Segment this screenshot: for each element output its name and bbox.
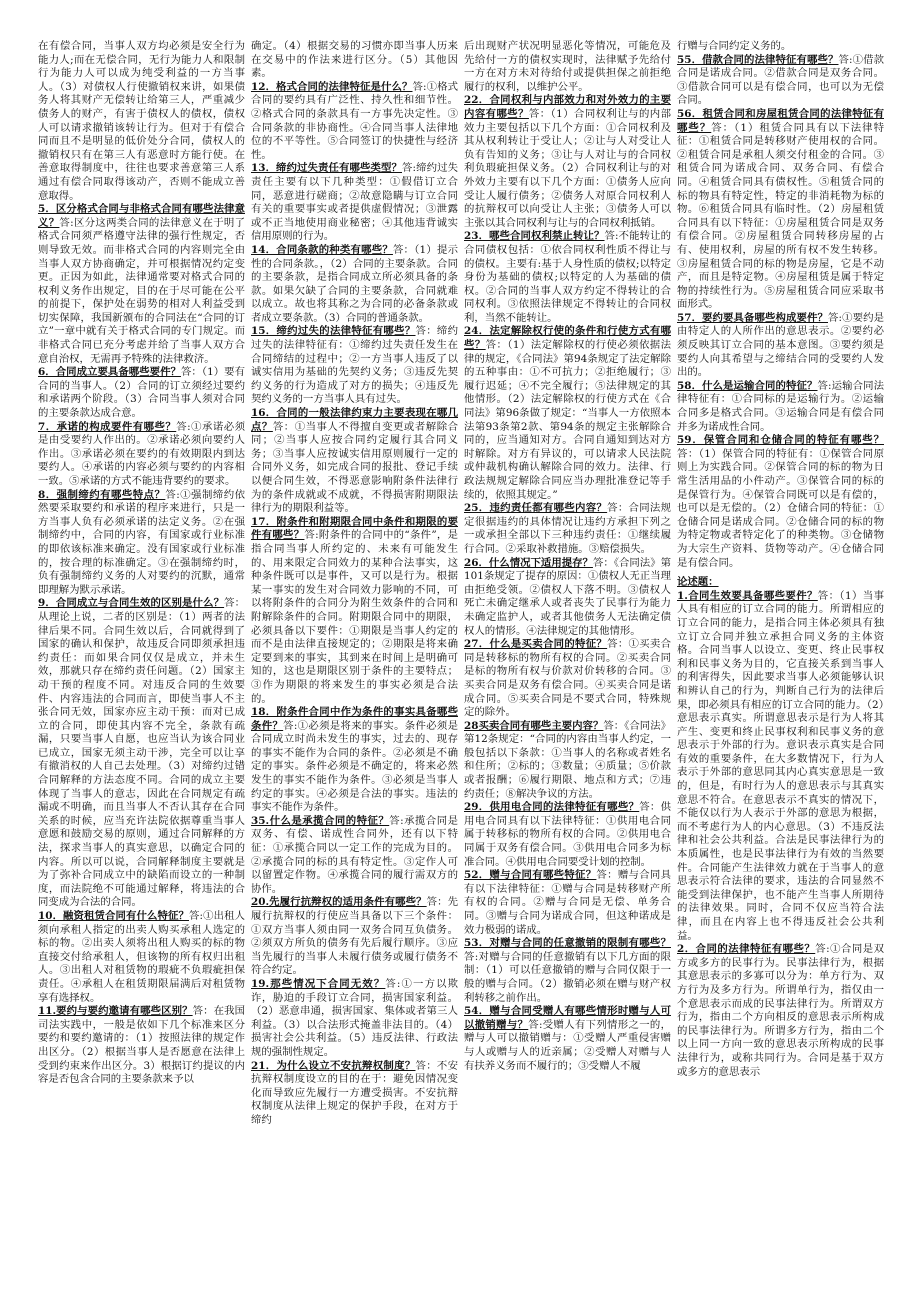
answer-text: 答：在我国司法实践中，一般是依如下几个标准来区分要约和要约邀请的：（1）按照法律的规定作出区分。（2）根据当事人是否愿意在法律上受到约束来作出区分。3）根据订约提议的内容是否包含合同的主要条款来予以 — [38, 1005, 245, 1086]
column-4 — [677, 40, 884, 1297]
answer-text: 答:①出租人须向承租人指定的出卖人购买承租人选定的标的物。②出卖人须将出租人购买的标的物直接交付给承租人，但该物的所有权归出租人。③出租人对租赁物的瑕疵不负瑕疵担保责任。④承租人在租赁期限届满后对租赁物享有选择权。 — [38, 910, 245, 1004]
question-paragraph — [38, 910, 245, 1005]
question-title: 59．保管合同和仓储合同的特征有哪些？ — [677, 434, 884, 447]
answer-text: 答：不安抗辩权制度设立的目的在于：避免因情况变化而导致应先履行一方遭受损害。不安抗辩权制度从法律上规定的保护手段，在对方于缔约 — [251, 1059, 458, 1126]
question-paragraph — [251, 706, 458, 815]
answer-text: 答：（1）法定解除权的行使必须依据法律的规定，《合同法》第94条规定了法定解除的五种事由：①不可抗力；②拒绝履行；③履行迟延；④不完全履行；⑤法律规定的其他情形。（2）法定解除权的行使方式在《合同法》第96条做了规定：“当事人一方依照本法第93条第2款、第94条的规定主张解除合同的，应当通知对方。合同自通知到达对方时解除。对方有异议的，可以请求人民法院或仲裁机构确认解除合同的效力。法律、行政法规规定解除合同应当办理批准登记等手续的，依照其规定。” — [464, 339, 671, 501]
question-title: 1.合同生效要具备哪些要件？ — [677, 589, 818, 602]
answer-text: 答：《合同法》第101条规定了提存的原因：①债权人无正当理由拒绝受领。②债权人下落不明。③债权人死亡未确定继承人或者丧失了民事行为能力未确定监护人，或者其他债务人无法确定债权人的情形。④法律规定的其他情形。 — [464, 556, 671, 637]
question-paragraph — [38, 203, 245, 366]
answer-text: 答：（1）租赁合同具有以下法律特征：①租赁合同是转移财产使用权的合同。②租赁合同是承租人须交付租金的合同。③租赁合同为诺成合同、双务合同、有偿合同。④租赁合同具有债权性。⑤租赁合同的标的物具有特定性，特定的非消耗物为标的物。⑥租赁合同具有临时性。（2）房屋租赁合同具有以下特征：①房屋租赁合同是双务有偿合同。②房屋租赁合同转移房屋的占有、使用权利，房屋的所有权不发生转移。③房屋租赁合同的标的物是房屋，它是不动产，而且是特定物。④房屋租赁是属于特定物的持续性行为。⑤房屋租赁合同应采取书面形式。 — [677, 121, 884, 311]
question-paragraph — [38, 1005, 245, 1087]
body-paragraph: 行赠与合同约定义务的。 — [677, 40, 792, 52]
question-title: 54．赠与合同受赠人有哪些情形时赠与人可以撤销赠与？ — [464, 1005, 671, 1031]
answer-text: 答:①一方以欺诈，胁迫的手段订立合同，损害国家利益。（2）恶意串通，损害国家、集体或者第三人利益。（3）以合法形式掩盖非法目的。（4）损害社会公共利益。（5）违反法律、行政法规的强制性规定。 — [251, 977, 458, 1058]
answer-text: 答:缔约过失责任主要有以下几种类型：①假借订立合同，恶意进行磋商；②故意隐瞒与订立合同有关的重要事实或者提供虚假情况；③泄露或不正当地使用商业秘密；④其他违背诚实信用原则的行为。 — [251, 162, 458, 243]
question-title: 29．供用电合同的法律特征有哪些？ — [464, 801, 640, 814]
answer-text: 答:①承诺必须是由受要约人作出的。②承诺必须向要约人作出。③承诺必须在要约的有效期限内到达要约人。④承诺的内容必须与要约的内容相一致。⑤承诺的方式不能违背要约的要求。 — [38, 420, 245, 487]
answer-text: 答:承揽合同是双务、有偿、诺成性合同外，还有以下特征：①承揽合同以一定工作的完成为目的。②承揽合同的标的具有特定性。③定作人可以留置定作物。④承揽合同的履行需双方的协作。 — [251, 814, 458, 895]
answer-text: 答：先履行抗辩权的行使应当具备以下三个条件：①双方当事人须由同一双务合同互负债务。②须双方所负的债务有先后履行顺序。③应当先履行的当事人未履行债务或履行债务不符合约定。 — [251, 896, 458, 977]
question-title: 53．对赠与合同的任意撤销的限制有哪些？ — [464, 937, 671, 950]
column-3 — [464, 40, 671, 1297]
question-paragraph — [251, 516, 458, 706]
question-title: 15．缔约过失的法律特征有哪些？ — [251, 325, 416, 338]
section-heading: 论述题： — [677, 576, 719, 589]
body-paragraph: 在有偿合同，当事人双方均必须是安全行为能力人;而在无偿合同，无行为能力人和限制行为能力人可以成为纯受利益的一方当事人。（3）对债权人行使撤销权来讲，如果债务人将其财产无偿转让给第三人，严重减少债务人的财产，有害于债权人的债权，债权人可以请求撤销该转让行为。但对于有偿合同而且不是明显的低价处分合同，债权人的撤销权只有在第三人有恶意时方能行使。在善意取得制度中，往往也要求善意第三人系通过有偿合同取得该动产，否则不能成立善意取得。 — [38, 40, 245, 202]
question-title: 28买卖合同有哪些主要内容？ — [464, 719, 604, 732]
column-2 — [251, 40, 458, 1297]
question-title: 10．融资租赁合同有什么特征？ — [38, 910, 189, 922]
question-title: 14．合同条款的种类有哪些？ — [251, 243, 393, 256]
question-paragraph — [464, 937, 671, 1005]
question-title: 57．要约要具备哪些构成要件？ — [677, 311, 828, 324]
answer-text: 答：（1）要有合同的当事人。（2）合同的订立须经过要约和承诺两个阶段。（3）合同当事人须对合同的主要条款达成合意。 — [38, 366, 245, 420]
question-paragraph — [38, 366, 245, 420]
question-paragraph — [464, 801, 671, 869]
question-paragraph — [251, 1060, 458, 1128]
question-title: 20.先履行抗辩权的适用条件有哪些？ — [251, 896, 427, 909]
answer-text: 答:受赠人有下列情形之一的，赠与人可以撤销赠与：①受赠人严重侵害赠与人或赠与人的近亲属；②受赠人对赠与人有扶养义务而不履行的；③受赠人不履 — [464, 1018, 671, 1072]
question-paragraph — [251, 978, 458, 1060]
answer-text: 答：《合同法》第12条规定：“合同的内容由当事人约定，一般包括以下条款：①当事人的名称或者姓名和住所；②标的；③数量；④质量；⑤价款或者报酬；⑥履行期限、地点和方式；⑦违约责任；⑧解决争议的方法。 — [464, 719, 671, 800]
answer-text: 答：①当事人不得擅自变更或者解除合同；②当事人应按合同约定履行其合同义务；③当事人应按诚实信用原则履行一定的合同外义务，如完成合同的报批、登记手续以便合同生效，不得恶意影响附条件法律行为的条件成就或不成就，不得损害附期限法律行为的期限利益等。 — [251, 420, 458, 515]
question-paragraph — [464, 230, 671, 325]
body-paragraph: 后出现财产状况明显恶化等情况，可能危及先给付一方的债权实现时，法律赋予先给付一方在对方未对待给付或提供担保之前拒绝履行的权利，以维护公平。 — [464, 40, 671, 93]
question-paragraph — [464, 502, 671, 556]
question-title: 13．缔约过失责任有哪些类型？ — [251, 162, 402, 175]
question-paragraph — [251, 162, 458, 244]
answer-text: 答:附条件的合同中的“条件”，是指合同当事人所约定的、未来有可能发生的、用来限定合同效力的某种合法事实，这种条件既可以是事件，又可以是行为。根据某一事实的发生对合同效力影响的不同，可以将附条件的合同分为附生效条件的合同和附解除条件的合同。附期限合同中的期限，必须具备以下要件：①期限是当事人约定的而不是由法律直接规定的；②期限是将来确定要到来的事实，其到来在时间上是明确可知的，这也是期限区别于条件的主要特点；③作为期限的将来发生的事实必须是合法的。 — [251, 529, 458, 705]
answer-text: 答:区分这两类合同的法律意义在于明了格式合同须严格遵守法律的强行性规定，否则导致无效。而非格式合同的内容则完全由当事人双方协商确定，并可根据情况约定变更。正因为如此，法律通常要对格式合同的权利义务作出规定，目的在于尽可能在公平的前提下，保护处在弱势的相对人利益受到切实保障，我国新颁布的合同法在“合同的订立”一章中就有关于格式合同的专门规定。而非格式合同已充分考虑并给了当事人双方合意自治权，无需再予特殊的法律救济。 — [38, 216, 245, 365]
question-paragraph — [251, 244, 458, 326]
question-title: 52．赠与合同有哪些特征？ — [464, 869, 597, 882]
question-title: 16．合同的一般法律约束力主要表现在哪几点？ — [251, 407, 458, 433]
question-title: 18．附条件合同中作为条件的事实具备哪些条件？ — [251, 706, 458, 732]
question-paragraph — [464, 94, 671, 230]
answer-text: 答：合同法规定很据违约的具体情况让违约方承担下列之一或承担全部以下三种违约责任：①继续履行合同。②采取补救措施。③赔偿损失。 — [464, 502, 671, 555]
question-title: 9．合同成立与合同生效的区别是什么？ — [38, 597, 225, 610]
question-title: 5．区分格式合同与非格式合同有哪些法律意义？ — [38, 203, 245, 229]
question-paragraph — [251, 325, 458, 407]
question-title: 2．合同的法律特征有哪些？ — [677, 943, 816, 956]
question-title: 12．格式合同的法律特征是什么？ — [251, 80, 413, 93]
answer-text: 答：（1）合同权利让与的内部效力主要包括以下几个方面：①合同权利及其从权利转让于受让人；②让与人对受让人负有告知的义务；③让与人对让与的合同权利负瑕疵担保义务。（2）合同权利让与的对外效力主要有以下几个方面：①债务人应向受让人履行债务；②债务人对原合同权利人的抗辩权可以向受让人主张；③债务人可以主张以其合同权利与让与的合同权利抵销。 — [464, 107, 671, 229]
question-paragraph — [464, 1005, 671, 1073]
question-title: 27．什么是买卖合同的特征？ — [464, 638, 608, 651]
question-paragraph — [464, 638, 671, 720]
answer-text: 答:运输合同法律特征有：①合同标的是运输行为。②运输合同多是格式合同。③运输合同是有偿合同并多为诺成性合同。 — [677, 379, 884, 433]
question-paragraph — [251, 896, 458, 978]
answer-text: 答:不能转让的合同债权包括：①依合同权利性质不得让与的债权。主要有:基于人身性质的债权;以特定身份为基础的债权;以特定的人为基础的债权。②合同的当事人双方约定不得转让的合同权利。③依照法律规定不得转让的合同权利，当然不能转让。 — [464, 230, 671, 324]
question-title: 17．附条件和附期限合同中条件和期限的要件有哪些？ — [251, 515, 458, 542]
question-title: 24．法定解除权行使的条件和行使方式有哪些？ — [464, 325, 671, 352]
answer-text: 答：从理论上说，二者的区别是：（1）两者的法律后果不同。合同生效以后，合同就得到了国家的确认和保护，故违反合同即须承担违约责任：而如果合同仅仅是成立，并未生效，那就只存在缔约责任问题。（2）国家主动干预的程度不同。对违反合同的生效要件、内容违法的合同而言，即使当事人不主张合同无效，国家亦应主动干预：而对已成立的合同，即使其内容不完全，条款有疏漏，只要当事人自愿，也应当认为该合同业已成立，国家无须主动干涉，完全可以让享有撤消权的人自己去处理。（3）对缔约过错合同解释的方法态度不同。合同的成立主要体现了当事人的意志，因此在合同规定有疏漏或不明确，而且当事人不否认其存在合同关系的时候，应当充许法院依据尊重当事人意愿和鼓励交易的原则，通过合同解释的方法，探求当事人的真实意思，以确定合同的内容。所以可以说，合同解释制度主要就是为了弥补合同成立中的缺陷而设立的一种制度，而法院绝不可能通过解释，将违法的合同变成为合法的合同。 — [38, 597, 245, 909]
answer-text: 答：①买卖合同是转移标的物所有权的合同。②买卖合同是标的物所有权与价款对价转移的合同。③买卖合同是双务有偿合同。④买卖合同是诺成合同。⑤买卖合同是不要式合同，特殊规定的除外。 — [464, 638, 671, 719]
answer-text: 答：（1）保管合同的特征有：①保管合同原则上为实践合同。②保管合同的标的物为日常生活用品的小件动产。③保管合同的标的是保管行为。④保管合同既可以是有偿的，也可以是无偿的。（2）仓储合同的特征：①仓储合同是诺成合同。②仓储合同的标的物为特定物或者特定化了的种类物。③仓储物为大宗生产资料、货物等动产。④仓储合同是有偿合同。 — [677, 447, 884, 569]
answer-text: 答:对赠与合同的任意撤销有以下几方面的限制：（1）可以任意撤销的赠与合同仅限于一般的赠与合同。（2）撤销必须在赠与财产权利转移之前作出。 — [464, 950, 671, 1004]
column-1 — [38, 40, 245, 1297]
answer-text: 答:①要约是由特定人的人所作出的意思表示。②要约必须反映其订立合同的基本意图。③要约须是要约人向其希望与之缔结合同的受要约人发出的。 — [677, 311, 884, 379]
question-paragraph — [677, 312, 884, 380]
question-paragraph — [464, 869, 671, 937]
question-title: 25．违约责任都有哪些内容？ — [464, 502, 608, 515]
question-title: 23．哪些合同权利禁止转让？ — [464, 230, 605, 243]
question-paragraph — [677, 434, 884, 570]
question-paragraph — [464, 557, 671, 639]
answer-text: 答：缔约过失的法律特征有：①缔约过失责任发生在合同缔结的过程中；②一方当事人违反了以诚实信用为基础的先契约义务；③违反先契约义务的行为造成了对方的损失；④违反先契约义务的一方当事人具有过失。 — [251, 325, 458, 406]
question-title: 11.要约与要约邀请有哪些区别？ — [38, 1005, 193, 1018]
question-paragraph — [464, 720, 671, 802]
question-paragraph — [677, 943, 884, 1079]
question-paragraph — [38, 597, 245, 910]
question-title: 19.那些情况下合同无效？ — [251, 977, 386, 990]
question-title: 6．合同成立要具备哪些要件？ — [38, 366, 181, 379]
question-title: 35.什么是承揽合同的特征？ — [251, 814, 390, 827]
question-title: 7．承诺的构成要件有哪些？ — [38, 420, 177, 433]
question-paragraph — [677, 590, 884, 943]
body-paragraph: 确定。（4）根据交易的习惯亦即当事人历来在交易中的作法来进行区分。（5）其他因素。 — [251, 40, 458, 80]
question-paragraph — [677, 108, 884, 312]
answer-text: 答：供用电合同具有以下法律特征：①供用电合同属于转移标的物所有权的合同。②供用电合同属于双务有偿合同。③供用电合同多为标准合同。④供用电合同要受计划的控制。 — [464, 801, 671, 868]
question-title: 8．强制缔约有哪些特点？ — [38, 488, 166, 501]
question-paragraph — [251, 81, 458, 163]
question-paragraph — [251, 407, 458, 516]
answer-text: 答：（1）提示性的合同条款。，（2）合同的主要条款。合同的主要条款，是指合同成立所必须具备的条款。如果欠缺了合同的主要条款，合同就难以成立。故也将其称之为合同的必备条款或者成立要条款。（3）合同的普通条款。 — [251, 243, 458, 324]
answer-text: 答:①强制缔约依然要采取要约和承诺的程序来进行，只是一方当事人负有必须承诺的法定义务。②在强制缔约中，合同的内容，有国家或行业标准的即依该标准来确定。没有国家或行业标准的，按合理的标准确定。③在强制缔约时，负有强制缔约义务的人对要约的沉默，通常即理解为默示承诺。 — [38, 488, 245, 596]
question-paragraph — [251, 815, 458, 897]
question-title: 55．借款合同的法律特征有哪些？ — [677, 53, 839, 66]
question-title: 58．什么是运输合同的特征？ — [677, 379, 818, 392]
question-paragraph — [677, 380, 884, 434]
question-paragraph — [38, 489, 245, 598]
question-title: 22．合同权利与内部效力和对外效力的主要内容有哪些？ — [464, 94, 671, 120]
question-paragraph — [677, 54, 884, 108]
answer-text: 答：（1）当事人具有相应的订立合同的能力。所谓相应的订立合同的能力，是指合同主体必须具有独立订立合同并独立承担合同义务的主体资格。合同当事人以设立、变更、终止民事权利和民事义务为目的，它直接关系到当事人的利害得失，因此要求当事人必须能够认识和辨认自己的行为，判断自己行为的法律后果，即必须具有相应的订立合同的能力。（2）意思表示真实。所谓意思表示是行为人将其产生、变更和终止民事权利和民事义务的意思表示于外部的行为。意识表示真实是合同有效的重要条件，在大多数情况下，行为人表示于外部的意思同其内心真实意思是一致的，但是，有时行为人的意思表示与其真实意思不符合。在意思表示不真实的情况下，不能仅以行为人表示于外部的意思为根据，而不考虑行为人的内心意思。（3）不违反法律和社会公共利益。合法是民事法律行为的本质属性，也是民事法律行为有效的当然要件。合同能产生法律效力就在于当事人的意思表示符合法律的要求，违法的合同显然不能受到法律保护，也不能产生当事人所期待的法律效果。同时，合同不仅应当符合法律，而且在内容上也不得违反社会公共利益。 — [677, 589, 884, 942]
answer-text: 答:①借款合同是诺成合同。②借款合同是双务合同。③借款合同可以是有偿合同，也可以为无偿合同。 — [677, 53, 884, 107]
answer-text: 答:①必须是将来的事实。条件必须是合同成立时尚未发生的事实，过去的、现存的事实不能作为合同的条件。②必须是不确定的事实。条件必须是不确定的，将来必然发生的事实不能作为条件。③必须是当事人约定的事实。④必须是合法的事实。违法的事实不能作为条件。 — [251, 719, 458, 814]
answer-text: 答:①格式合同的要约具有广泛性、持久性和细节性。②格式合同的条款具有一方事先决定性。③合同条款的非协商性。④合同当事人法律地位的不平等性。⑤合同签订的快捷性与经济性。 — [251, 80, 458, 161]
question-paragraph — [464, 325, 671, 502]
answer-text: 答：赠与合同具有以下法律特征：①赠与合同是转移财产所有权的合同。②赠与合同是无偿、单务合同。③赠与合同为诺成合同，但这种诺成是效力极弱的诺成。 — [464, 869, 671, 936]
question-title: 21．为什么设立不安抗辩权制度？ — [251, 1059, 416, 1072]
answer-text: 答:①合同是双方或多方的民事行为。民事法律行为，根据其意思表示的多寡可以分为：单方行为、双方行为及多方行为。所谓单行为，指仅由一个意思表示而成的民事法律行为。所谓双方行为，指由二个方向相反的意思表示所构成的民事法律行为。所谓多方行为，指由二个以上同一方向一致的意思表示所构成的民事法律行为，或称共同行为。合同是基于双方或多方的意思表示 — [677, 943, 884, 1078]
question-paragraph — [38, 421, 245, 489]
question-title: 26．什么情况下适用提存？ — [464, 556, 593, 569]
question-title: 56．租赁合同和房屋租赁合同的法律特征有哪些？ — [677, 107, 884, 134]
